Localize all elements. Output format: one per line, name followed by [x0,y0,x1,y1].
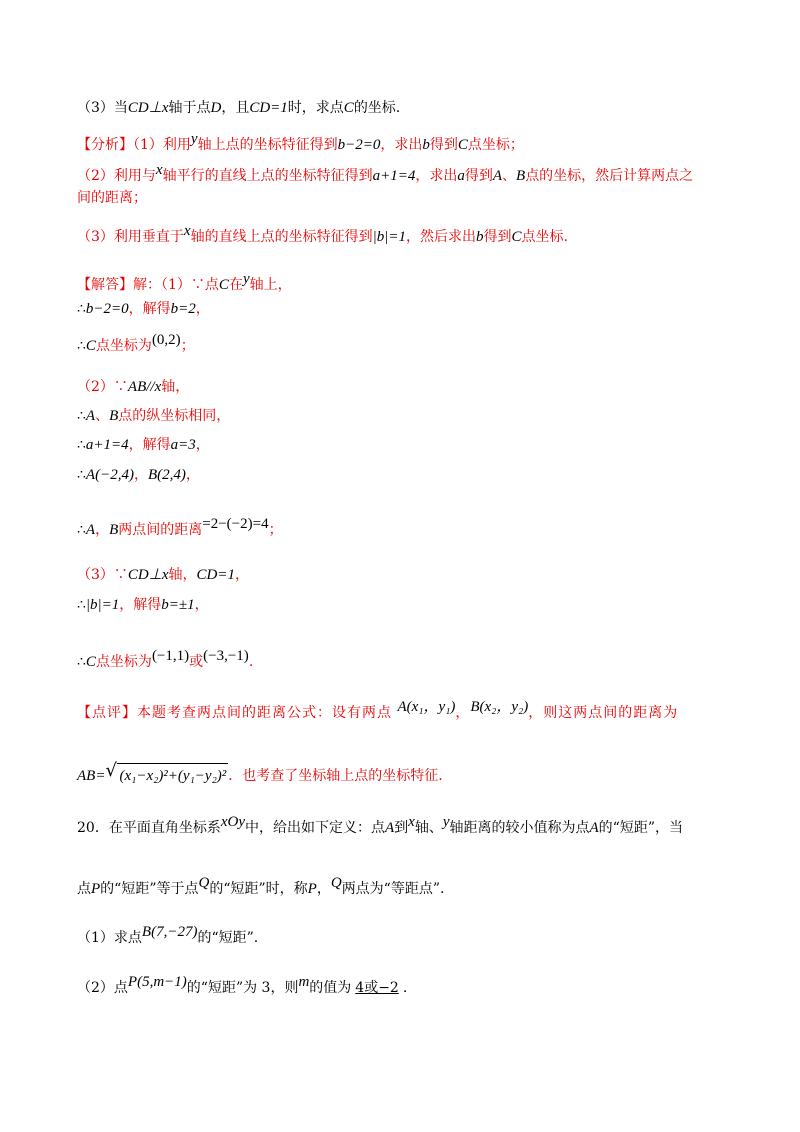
question-20-part-1 [77,922,258,948]
text: ； [268,522,283,538]
solution-line [77,330,195,356]
math: b−2=0 [337,137,381,153]
text: 【分析】（1）利用 [77,137,191,153]
text: 【点评】本题考查两点间的距离公式：设有两点 [77,705,398,721]
math: |b|=1 [85,597,120,613]
text: 到 [394,820,409,836]
text: ，求出 [380,137,423,153]
text: ； [180,338,195,354]
math: A(x₁，y₁) [397,699,456,715]
text: ，求出 [415,168,458,184]
math: B(x₂，y₂) [470,699,529,715]
text: ，则这两点间的距离为 [528,705,679,721]
text: 的“短距”. [197,930,259,946]
text: ， [133,467,148,483]
text: ．也考查了坐标轴上点的坐标特征. [228,768,443,784]
math: A [85,522,96,538]
math: A [589,820,599,836]
math: b [422,137,430,153]
therefore: ∴ [77,301,86,317]
text: 时，求点 [287,100,344,116]
distance-formula-line [77,760,443,786]
math: (−1,1) [151,648,190,664]
text: ， [316,881,331,897]
text: ， [455,705,471,721]
math: B [516,168,526,184]
therefore: ∴ [77,522,86,538]
math: CD⊥x [127,100,169,116]
text: 轴平行的直线上点的坐标特征得到 [162,168,373,184]
text: 、 [502,168,517,184]
text: 的“短距”为 3，则 [186,980,299,996]
text: 的“短距”等于点 [100,881,199,897]
solution-line [77,406,230,426]
math: C [218,277,229,293]
math: y [190,131,198,147]
text: 间的距离； [77,190,147,206]
text: 、 [95,408,110,424]
math: B(2,4) [147,467,186,483]
text: （3）当 [77,100,128,116]
text: 轴， [168,567,197,583]
text: . [248,654,254,670]
text: ，且 [221,100,250,116]
text: 的“短距”，当 [598,820,683,836]
text: 轴上点的坐标特征得到 [197,137,338,153]
math: b=2 [170,301,196,317]
text: 【解答】解：（1）∵点 [77,277,219,293]
text: 轴上， [249,277,292,293]
text: 的坐标. [353,100,401,116]
text: 在 [228,277,243,293]
math: B(7,−27) [141,924,198,940]
math: b=±1 [161,597,195,613]
math: x [155,162,163,178]
text: 轴于点 [168,100,211,116]
math: a+1=4 [372,168,416,184]
text: ，然后求出 [405,229,476,245]
text: ，解得 [119,597,162,613]
solution-line [77,299,210,319]
therefore: ∴ [77,467,86,483]
math: b−2=0 [85,301,129,317]
comment-line [77,697,678,723]
math: C [85,338,96,354]
text: （2）点 [77,980,128,996]
math: Q [330,875,342,891]
math: A(−2,4) [85,467,134,483]
question-20-line-1 [77,812,683,838]
text: （2）∵ [77,379,128,395]
math: C [511,229,522,245]
text: 轴、 [414,820,443,836]
text: （2）利用与 [77,168,156,184]
text: 20．在平面直角坐标系 [77,820,221,836]
text: （3）∵ [77,567,128,583]
math: C [457,137,468,153]
solution-line [77,435,210,455]
math: (x₁−x₂)²+(y₁−y₂)² [117,763,228,786]
solution-line [77,514,283,540]
math: b [475,229,484,245]
therefore: ∴ [77,408,86,424]
text: ， [195,437,210,453]
text: 轴， [161,379,190,395]
text: ，解得 [128,301,171,317]
solution-line [77,377,189,397]
text: 得到 [429,137,458,153]
math: P [91,881,101,897]
text: 点 [77,881,91,897]
text: 或 [189,654,204,670]
question-20-line-2 [77,873,444,899]
sqrt-formula: √ (x₁−x₂)²+(y₁−y₂)² [105,760,227,784]
math: D [210,100,222,116]
text: 中，给出如下定义：点 [244,820,385,836]
text: ， [195,301,210,317]
math: CD=1 [249,100,288,116]
question-20-part-2 [77,972,407,998]
math: y [442,814,450,830]
math: m [298,974,310,990]
math: a+1=4 [85,437,129,453]
text: ， [234,567,249,583]
math: a [457,168,465,184]
text: ， [194,597,209,613]
text: 点坐标为 [95,338,152,354]
math: xOy [220,814,245,830]
text: ，解得 [128,437,171,453]
text: 的值为 [309,980,352,996]
math: AB//x [127,379,162,395]
solution-line [77,595,209,615]
analysis-line-4 [77,221,568,247]
math: CD=1 [196,567,235,583]
text: 轴距离的较小值称为点 [449,820,590,836]
text: 得到 [483,229,512,245]
math: C [85,654,96,670]
math: x [408,814,415,830]
solution-header [77,269,292,295]
therefore: ∴ [77,597,86,613]
math: C [343,100,354,116]
text: ， [95,522,110,538]
math: Q [198,875,210,891]
text: 两点间的距离 [118,522,203,538]
solution-line [77,465,200,485]
text: . [402,980,408,996]
math: A [384,820,395,836]
solution-line [77,565,249,585]
math: (0,2) [151,332,181,348]
text: 两点为“等距点”. [341,881,445,897]
text: ， [185,467,200,483]
text: 点的坐标，然后计算两点之 [525,168,694,184]
text: 点坐标. [521,229,568,245]
text: 轴的直线上点的坐标特征得到 [190,229,373,245]
math: B [109,408,119,424]
text: 点坐标； [467,137,524,153]
analysis-line-1 [77,129,524,155]
math: (−3,−1) [203,648,249,664]
math: AB= [77,768,106,784]
math: |b|=1 [372,229,406,245]
text: 点坐标为 [95,654,152,670]
math: y [242,271,250,287]
math: P [307,881,317,897]
therefore: ∴ [77,437,86,453]
therefore: ∴ [77,654,86,670]
math: P(5,m−1) [127,974,187,990]
text: 的“短距”时，称 [209,881,308,897]
text: （3）利用垂直于 [77,229,184,245]
math: A [492,168,503,184]
question-3-line [77,98,400,118]
math: CD⊥x [127,567,169,583]
therefore: ∴ [77,338,86,354]
math: a=3 [170,437,196,453]
math: =2−(−2)=4 [202,516,269,532]
math: A [85,408,96,424]
math: x [183,223,191,239]
text: 得到 [464,168,493,184]
answer-blank: 4或−2 [355,980,399,996]
solution-line [77,646,253,672]
text: 点的纵坐标相同， [118,408,231,424]
math: B [109,522,119,538]
analysis-line-2 [77,160,693,186]
text: （1）求点 [77,930,142,946]
analysis-line-3 [77,188,147,208]
